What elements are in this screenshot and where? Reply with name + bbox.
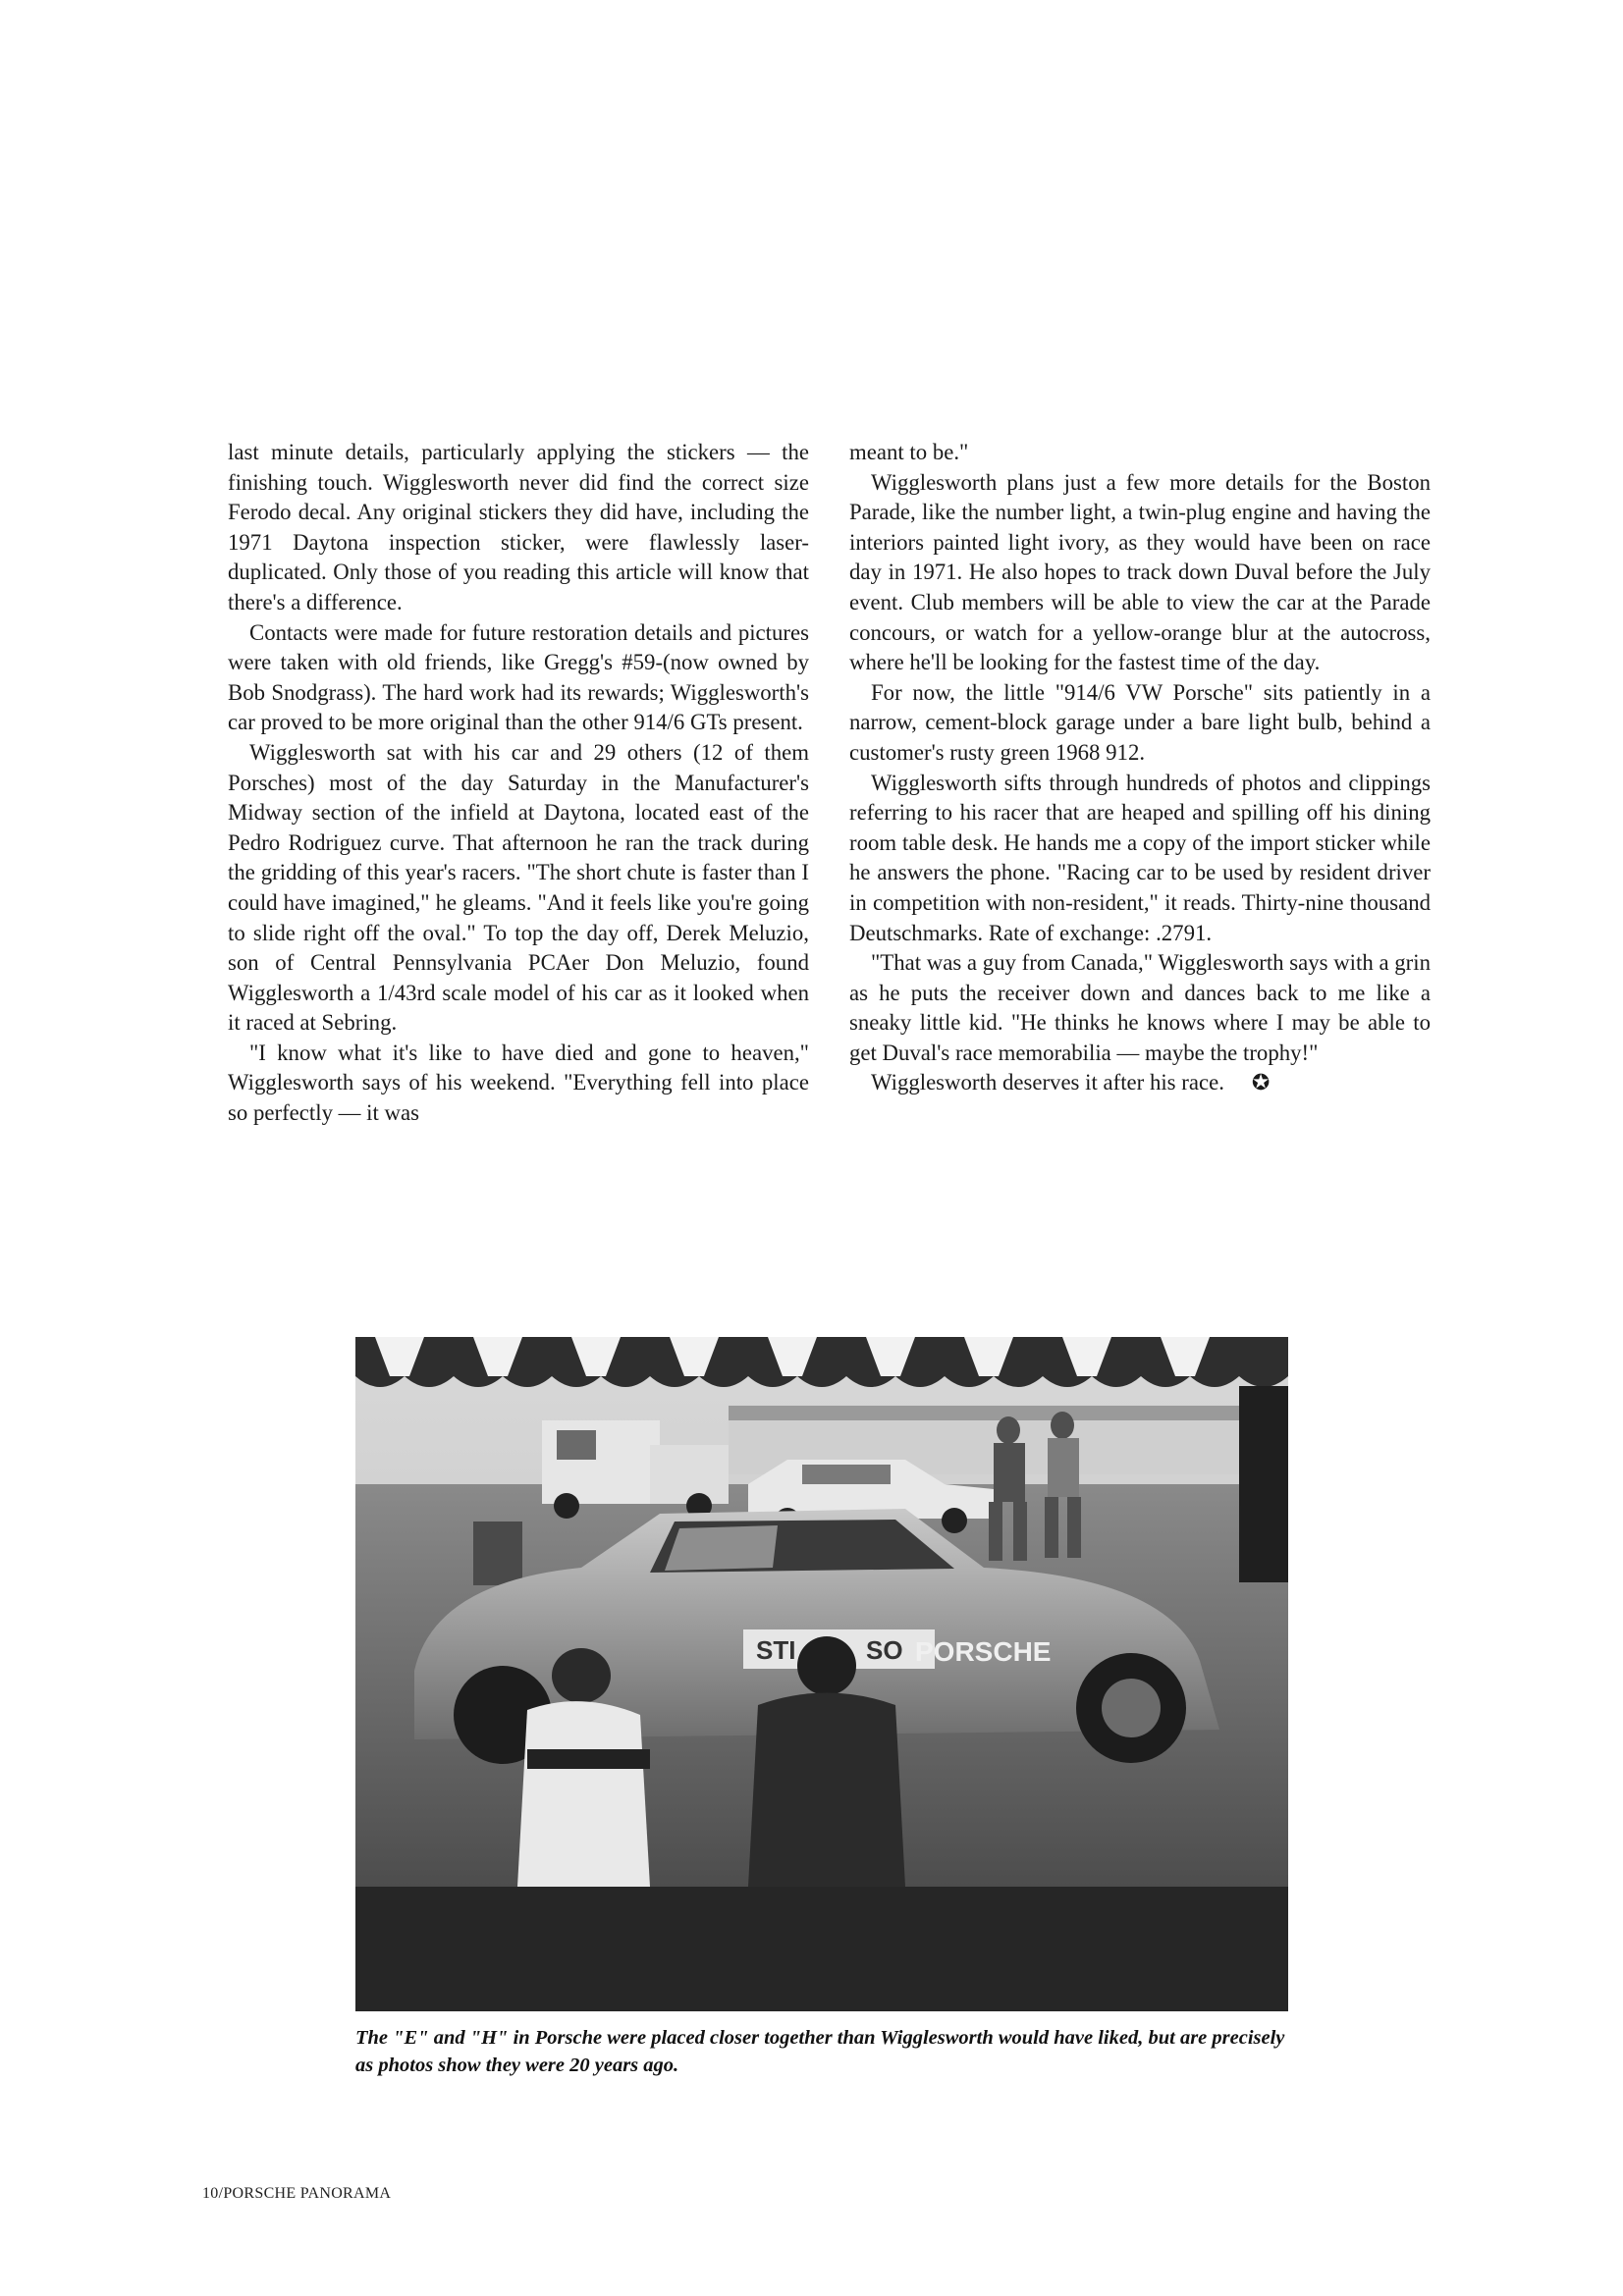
tent-canopy [355,1337,1288,1387]
paragraph: Wigglesworth sifts through hundreds of photos and clippings referring to his racer that are heaped and spilling off his dining room table desk. He hands me a copy of the import sticker while he answers the phone. "Racing car to be used by resident driver in competition with non-resident," it reads. Thirty-nine thousand Deutschmarks. Rate of exchange: .2791. [849,770,1431,945]
door-sticker-text: STI [756,1635,796,1665]
photo-caption: The "E" and "H" in Porsche were placed closer together than Wigglesworth would have liked, but are precisely as photos show they were 20 years ago. [355,2027,1285,2076]
end-mark-icon: ✪ [1251,1070,1271,1095]
article-column-left [228,438,809,1129]
paragraph: Wigglesworth sat with his car and 29 others (12 of them Porsches) most of the day Saturday in the Manufacturer's Midway section of the infield at Daytona, located east of the Pedro Rodriguez curve. That afternoon he ran the track during the gridding of this year's racers. "The short chute is faster than I could have imagined," he gleams. "And it feels like you're going to slide right off the oval." To top the day off, Derek Meluzio, son of Central Pennsylvania PCAer Don Meluzio, found Wigglesworth a 1/43rd scale model of his car as it looked when it raced at Sebring. [228,739,809,1036]
paragraph: Contacts were made for future restoration details and pictures were taken with old friends, like Gregg's #59-(now owned by Bob Snodgrass). The hard work had its rewards; Wigglesworth's car proved to be more original than the other 914/6 GTs present. [228,619,809,735]
paragraph: For now, the little "914/6 VW Porsche" sits patiently in a narrow, cement-block garage under a bare light bulb, behind a customer's rusty green 1968 912. [849,679,1431,765]
paragraph: last minute details, particularly applying the stickers — the finishing touch. Wigglesworth never did find the correct size Ferodo decal. Any original stickers they did have, including the 1971 Daytona inspection sticker, were flawlessly laser-duplicated. Only those of you reading this article will know that there's a difference. [228,440,809,614]
final-paragraph [849,1068,1431,1098]
paragraph: "I know what it's like to have died and gone to heaven," Wigglesworth says of his weekend. "Everything fell into place so perfectly — it was [228,1040,809,1126]
paragraph: "That was a guy from Canada," Wigglesworth says with a grin as he puts the receiver down and dances back to me like a sneaky little kid. "He thinks he knows where I may be able to get Duval's race memorabilia — maybe the trophy!" [849,950,1431,1065]
paragraph-text: Wigglesworth deserves it after his race. [871,1070,1224,1095]
paragraph: Wigglesworth plans just a few more details for the Boston Parade, like the number light, a twin-plug engine and having the interiors painted light ivory, as they would have been on race day in 1971. He also hopes to track down Duval before the July event. Club members will be able to view the car at the Parade concours, or watch for a yellow-orange blur at the autocross, where he'll be looking for the fastest time of the day. [849,469,1431,675]
article-column-right [849,438,1431,1129]
porsche-side-lettering: PORSCHE [915,1636,1052,1667]
paragraph: meant to be." [849,440,969,464]
article-body [228,438,1431,1129]
page-folio: 10/PORSCHE PANORAMA [202,2185,392,2202]
door-sticker-text: SO [866,1635,903,1665]
race-car-photo [355,1337,1288,2011]
